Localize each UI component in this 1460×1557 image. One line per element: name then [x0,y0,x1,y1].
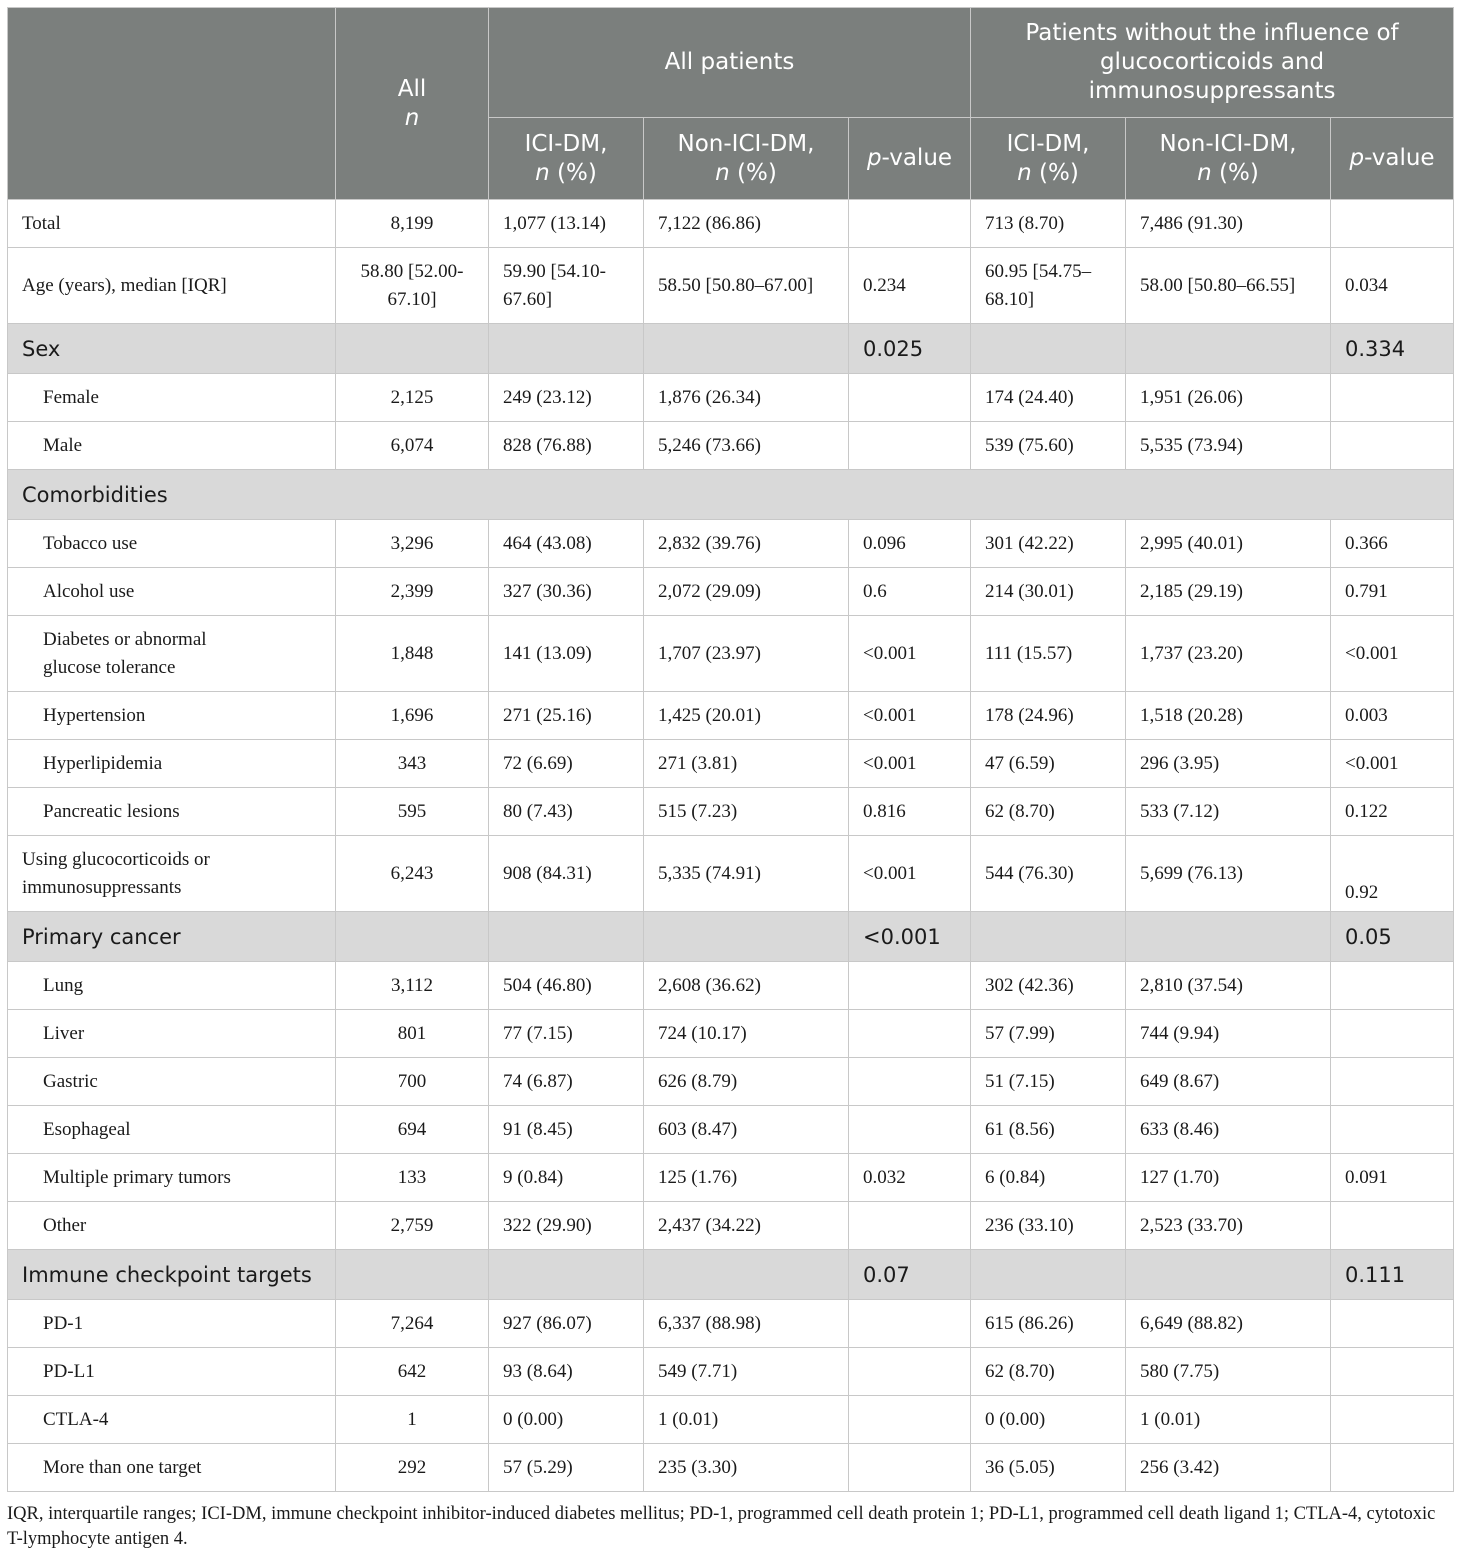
row-label: Tobacco use [8,520,336,568]
header-blank [8,8,336,200]
cell-all: 1,696 [336,692,489,740]
cell-ici-dm-2: 539 (75.60) [971,422,1126,470]
cell-non-ici-dm-2: 127 (1.70) [1126,1154,1331,1202]
cell-p-value [849,1058,971,1106]
empty-cell [336,1250,489,1300]
cell-non-ici-dm-2: 533 (7.12) [1126,788,1331,836]
empty-cell [644,912,849,962]
cell-p-value-2: <0.001 [1331,616,1454,692]
row-label: Esophageal [8,1106,336,1154]
cell-ici-dm: 327 (30.36) [489,568,644,616]
cell-non-ici-dm: 1 (0.01) [644,1396,849,1444]
cell-p-value-2: 0.791 [1331,568,1454,616]
cell-non-ici-dm-2: 5,535 (73.94) [1126,422,1331,470]
row-label: Other [8,1202,336,1250]
cell-all: 6,074 [336,422,489,470]
empty-cell [971,1250,1126,1300]
cell-ici-dm-2: 236 (33.10) [971,1202,1126,1250]
cell-all: 2,125 [336,374,489,422]
cell-ici-dm: 504 (46.80) [489,962,644,1010]
cell-p-value [849,1106,971,1154]
cell-all: 2,399 [336,568,489,616]
cell-p-value [849,1348,971,1396]
cell-ici-dm: 322 (29.90) [489,1202,644,1250]
cell-non-ici-dm: 603 (8.47) [644,1106,849,1154]
empty-cell [971,912,1126,962]
cell-p-value-2 [1331,1106,1454,1154]
cell-non-ici-dm-2: 1,951 (26.06) [1126,374,1331,422]
table-row [8,788,1454,836]
cell-non-ici-dm-2: 649 (8.67) [1126,1058,1331,1106]
empty-cell [489,324,644,374]
row-label: Diabetes or abnormal glucose tolerance [8,616,336,692]
table-row [8,248,1454,324]
table-row [8,962,1454,1010]
cell-p-value: <0.001 [849,740,971,788]
section-label: Sex [8,324,336,374]
cell-p-value: 0.816 [849,788,971,836]
header-p-value: p-value [849,118,971,200]
cell-ici-dm: 927 (86.07) [489,1300,644,1348]
cell-ici-dm: 249 (23.12) [489,374,644,422]
header-without-influence: Patients without the influence of glucocorticoids and immunosuppressants [971,8,1454,118]
cell-non-ici-dm-2: 1,737 (23.20) [1126,616,1331,692]
cell-ici-dm: 1,077 (13.14) [489,200,644,248]
header-non-ici-dm-2: Non-ICI-DM, n (%) [1126,118,1331,200]
header-ici-dm: ICI-DM, n (%) [489,118,644,200]
table-row [8,692,1454,740]
section-p-value: <0.001 [849,912,971,962]
cell-non-ici-dm-2: 2,523 (33.70) [1126,1202,1331,1250]
cell-p-value: <0.001 [849,836,971,912]
cell-ici-dm: 72 (6.69) [489,740,644,788]
cell-ici-dm-2: 6 (0.84) [971,1154,1126,1202]
header-p-value-2: p-value [1331,118,1454,200]
cell-p-value-2 [1331,962,1454,1010]
cell-non-ici-dm: 271 (3.81) [644,740,849,788]
cell-non-ici-dm: 6,337 (88.98) [644,1300,849,1348]
cell-non-ici-dm: 7,122 (86.86) [644,200,849,248]
cell-p-value-2: 0.122 [1331,788,1454,836]
cell-ici-dm: 9 (0.84) [489,1154,644,1202]
cell-ici-dm: 93 (8.64) [489,1348,644,1396]
table-row [8,1444,1454,1492]
table-row [8,1300,1454,1348]
cell-p-value [849,374,971,422]
row-label: Multiple primary tumors [8,1154,336,1202]
cell-all: 2,759 [336,1202,489,1250]
header-non-ici-dm: Non-ICI-DM, n (%) [644,118,849,200]
cell-all: 801 [336,1010,489,1058]
empty-cell [336,912,489,962]
section-p-value-2: 0.334 [1331,324,1454,374]
cell-p-value [849,1444,971,1492]
empty-cell [1126,324,1331,374]
table-row [8,374,1454,422]
table-row [8,520,1454,568]
cell-non-ici-dm: 2,072 (29.09) [644,568,849,616]
cell-non-ici-dm: 235 (3.30) [644,1444,849,1492]
header-all-patients: All patients [489,8,971,118]
table-row [8,616,1454,692]
cell-non-ici-dm: 1,707 (23.97) [644,616,849,692]
cell-ici-dm-2: 713 (8.70) [971,200,1126,248]
row-label: Lung [8,962,336,1010]
cell-p-value-2 [1331,1444,1454,1492]
cell-non-ici-dm-2: 2,185 (29.19) [1126,568,1331,616]
cell-all: 6,243 [336,836,489,912]
cell-all: 3,296 [336,520,489,568]
table-row [8,1202,1454,1250]
cell-all: 1 [336,1396,489,1444]
cell-ici-dm-2: 62 (8.70) [971,788,1126,836]
table-row [8,740,1454,788]
empty-cell [644,1250,849,1300]
cell-ici-dm-2: 0 (0.00) [971,1396,1126,1444]
row-label: Total [8,200,336,248]
empty-cell [644,324,849,374]
cell-non-ici-dm-2: 633 (8.46) [1126,1106,1331,1154]
row-label: Alcohol use [8,568,336,616]
cell-p-value-2 [1331,1396,1454,1444]
cell-ici-dm: 141 (13.09) [489,616,644,692]
cell-ici-dm-2: 544 (76.30) [971,836,1126,912]
cell-non-ici-dm-2: 5,699 (76.13) [1126,836,1331,912]
cell-non-ici-dm-2: 1,518 (20.28) [1126,692,1331,740]
row-label: PD-L1 [8,1348,336,1396]
cell-p-value: 0.096 [849,520,971,568]
cell-all: 8,199 [336,200,489,248]
cell-ici-dm: 271 (25.16) [489,692,644,740]
empty-cell [336,324,489,374]
cell-non-ici-dm: 2,832 (39.76) [644,520,849,568]
section-label: Immune checkpoint targets [8,1250,336,1300]
cell-ici-dm-2: 60.95 [54.75–68.10] [971,248,1126,324]
cell-p-value-2 [1331,1202,1454,1250]
cell-non-ici-dm-2: 2,810 (37.54) [1126,962,1331,1010]
section-p-value: 0.025 [849,324,971,374]
cell-ici-dm-2: 47 (6.59) [971,740,1126,788]
cell-p-value [849,200,971,248]
cell-non-ici-dm: 1,425 (20.01) [644,692,849,740]
table-row [8,1058,1454,1106]
cell-p-value-2: <0.001 [1331,740,1454,788]
cell-p-value-2 [1331,374,1454,422]
cell-all: 1,848 [336,616,489,692]
table-footnote: IQR, interquartile ranges; ICI-DM, immune checkpoint inhibitor-induced diabetes mellitus; PD-1, programmed cell death protein 1; PD-L1, programmed cell death ligand 1; CTLA-4, cytotoxic T-lymphocyte antigen 4. [7,1504,1436,1549]
table-row [8,1348,1454,1396]
table-body [8,200,1454,1492]
table-row [8,1154,1454,1202]
cell-p-value-2 [1331,422,1454,470]
cell-p-value: <0.001 [849,616,971,692]
cell-non-ici-dm-2: 7,486 (91.30) [1126,200,1331,248]
cell-ici-dm-2: 111 (15.57) [971,616,1126,692]
cell-ici-dm-2: 62 (8.70) [971,1348,1126,1396]
cell-all: 3,112 [336,962,489,1010]
table-row [8,836,1454,912]
cell-ici-dm: 59.90 [54.10-67.60] [489,248,644,324]
cell-ici-dm: 57 (5.29) [489,1444,644,1492]
row-label: Hyperlipidemia [8,740,336,788]
cell-all: 133 [336,1154,489,1202]
table-row [8,200,1454,248]
cell-non-ici-dm: 58.50 [50.80–67.00] [644,248,849,324]
cell-p-value-2 [1331,200,1454,248]
cell-p-value-2: 0.92 [1331,836,1454,912]
empty-cell [489,912,644,962]
section-label: Primary cancer [8,912,336,962]
cell-non-ici-dm: 549 (7.71) [644,1348,849,1396]
empty-cell [1126,912,1331,962]
section-p-value-2: 0.05 [1331,912,1454,962]
row-label: Male [8,422,336,470]
cell-all: 642 [336,1348,489,1396]
cell-non-ici-dm: 724 (10.17) [644,1010,849,1058]
empty-cell [971,324,1126,374]
cell-ici-dm: 828 (76.88) [489,422,644,470]
cell-p-value-2 [1331,1058,1454,1106]
table-row [8,568,1454,616]
row-label: More than one target [8,1444,336,1492]
row-label: Female [8,374,336,422]
cell-non-ici-dm-2: 2,995 (40.01) [1126,520,1331,568]
cell-all: 595 [336,788,489,836]
table-header [8,8,1454,200]
cell-non-ici-dm: 5,246 (73.66) [644,422,849,470]
section-label: Comorbidities [8,470,1454,520]
cell-non-ici-dm-2: 58.00 [50.80–66.55] [1126,248,1331,324]
cell-ici-dm-2: 178 (24.96) [971,692,1126,740]
cell-non-ici-dm-2: 296 (3.95) [1126,740,1331,788]
cell-non-ici-dm-2: 744 (9.94) [1126,1010,1331,1058]
header-all: All n [336,8,489,200]
cell-all: 700 [336,1058,489,1106]
cell-p-value-2: 0.366 [1331,520,1454,568]
cell-non-ici-dm: 2,437 (34.22) [644,1202,849,1250]
row-label: Gastric [8,1058,336,1106]
cell-ici-dm-2: 36 (5.05) [971,1444,1126,1492]
cell-all: 694 [336,1106,489,1154]
table-row [8,422,1454,470]
cell-non-ici-dm-2: 256 (3.42) [1126,1444,1331,1492]
cell-all: 7,264 [336,1300,489,1348]
row-label: CTLA-4 [8,1396,336,1444]
empty-cell [489,1250,644,1300]
cell-p-value [849,1396,971,1444]
section-row [8,470,1454,520]
empty-cell [1126,1250,1331,1300]
cell-p-value-2 [1331,1348,1454,1396]
section-row [8,912,1454,962]
row-label: Hypertension [8,692,336,740]
cell-p-value: 0.6 [849,568,971,616]
cell-non-ici-dm: 1,876 (26.34) [644,374,849,422]
cell-non-ici-dm: 125 (1.76) [644,1154,849,1202]
cell-ici-dm-2: 51 (7.15) [971,1058,1126,1106]
cell-ici-dm: 91 (8.45) [489,1106,644,1154]
cell-non-ici-dm: 626 (8.79) [644,1058,849,1106]
table-row [8,1106,1454,1154]
cell-p-value [849,962,971,1010]
row-label: Liver [8,1010,336,1058]
cell-ici-dm: 464 (43.08) [489,520,644,568]
cell-ici-dm-2: 615 (86.26) [971,1300,1126,1348]
cell-p-value [849,422,971,470]
cell-ici-dm-2: 174 (24.40) [971,374,1126,422]
cell-p-value [849,1300,971,1348]
cell-ici-dm-2: 61 (8.56) [971,1106,1126,1154]
cell-p-value-2: 0.091 [1331,1154,1454,1202]
cell-ici-dm: 0 (0.00) [489,1396,644,1444]
cell-ici-dm: 80 (7.43) [489,788,644,836]
row-label: Age (years), median [IQR] [8,248,336,324]
cell-p-value-2: 0.034 [1331,248,1454,324]
cell-non-ici-dm: 5,335 (74.91) [644,836,849,912]
header-ici-dm-2: ICI-DM, n (%) [971,118,1126,200]
cell-all: 292 [336,1444,489,1492]
cell-p-value-2 [1331,1010,1454,1058]
row-label: PD-1 [8,1300,336,1348]
cell-ici-dm: 74 (6.87) [489,1058,644,1106]
cell-p-value-2 [1331,1300,1454,1348]
cell-all: 343 [336,740,489,788]
cell-ici-dm: 77 (7.15) [489,1010,644,1058]
cell-ici-dm-2: 214 (30.01) [971,568,1126,616]
cell-ici-dm-2: 302 (42.36) [971,962,1126,1010]
data-table [7,7,1454,1492]
cell-p-value [849,1010,971,1058]
table-row [8,1396,1454,1444]
cell-p-value: 0.234 [849,248,971,324]
section-row [8,324,1454,374]
cell-p-value [849,1202,971,1250]
cell-non-ici-dm-2: 6,649 (88.82) [1126,1300,1331,1348]
cell-non-ici-dm: 2,608 (36.62) [644,962,849,1010]
cell-non-ici-dm-2: 580 (7.75) [1126,1348,1331,1396]
cell-p-value: 0.032 [849,1154,971,1202]
cell-all: 58.80 [52.00-67.10] [336,248,489,324]
table-row [8,1010,1454,1058]
cell-non-ici-dm: 515 (7.23) [644,788,849,836]
section-p-value: 0.07 [849,1250,971,1300]
section-p-value-2: 0.111 [1331,1250,1454,1300]
row-label: Using glucocorticoids or immunosuppressants [8,836,336,912]
cell-p-value: <0.001 [849,692,971,740]
row-label: Pancreatic lesions [8,788,336,836]
cell-ici-dm: 908 (84.31) [489,836,644,912]
cell-ici-dm-2: 301 (42.22) [971,520,1126,568]
cell-p-value-2: 0.003 [1331,692,1454,740]
section-row [8,1250,1454,1300]
cell-non-ici-dm-2: 1 (0.01) [1126,1396,1331,1444]
cell-ici-dm-2: 57 (7.99) [971,1010,1126,1058]
